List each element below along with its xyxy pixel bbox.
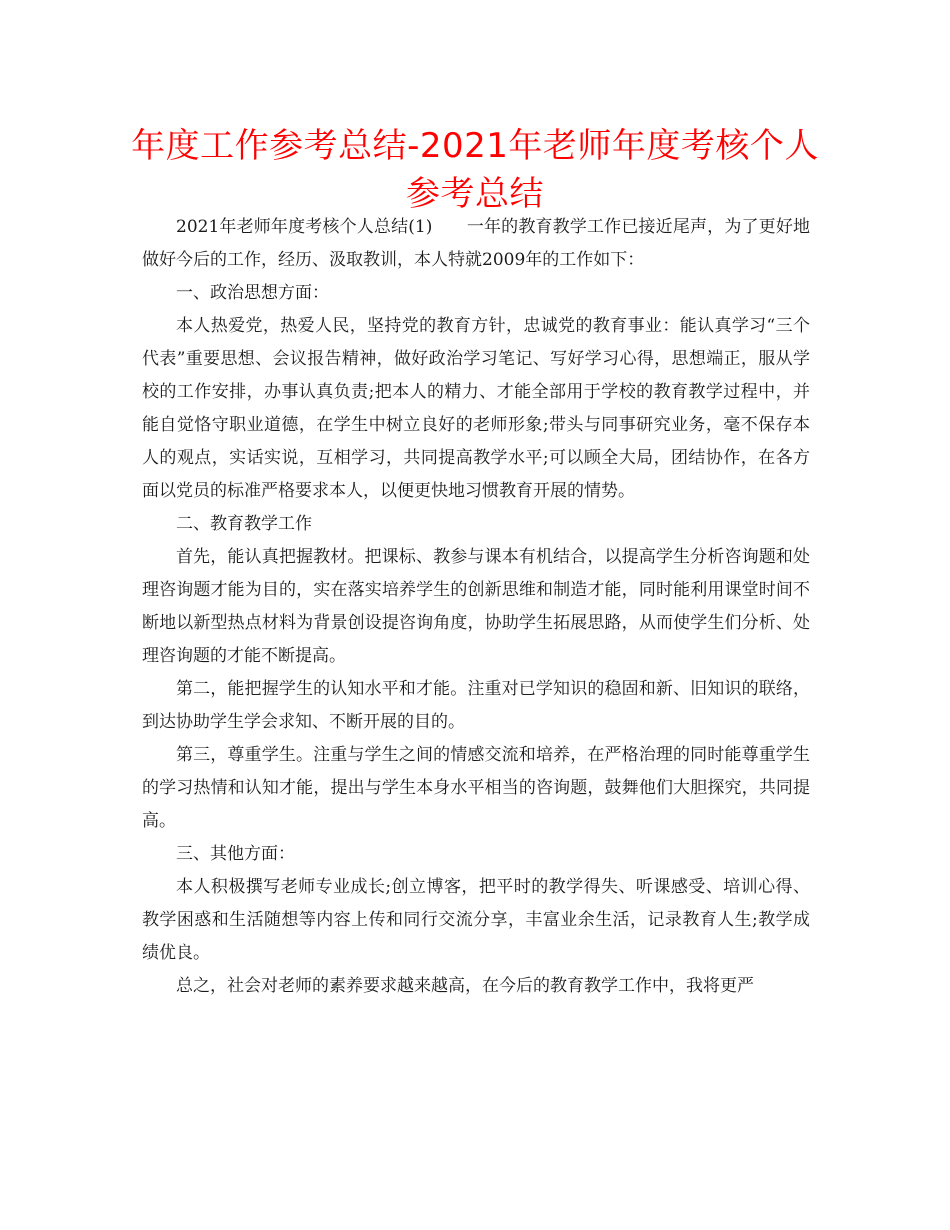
politics-paragraph: 本人热爱党，热爱人民，坚持党的教育方针，忠诚党的教育事业：能认真学习“三个代表”重要思想、会议报告精神，做好政治学习笔记、写好学习心得，思想端正，服从学校的工作安排，办事认真负责;把本人的精力、才能全部用于学校的教育教学过程中，并能自觉恪守职业道德，在学生中树立良好的老师形象;带头与同事研究业务，毫不保存本人的观点，实话实说，互相学习，共同提高教学水平;可以顾全大局，团结协作，在各方面以党员的标准严格要求本人，以便更快地习惯教育开展的情势。 — [142, 316, 810, 501]
section-heading-teaching: 二、教育教学工作 — [176, 514, 312, 534]
section-heading-other: 三、其他方面： — [176, 844, 295, 864]
document-title: 年度工作参考总结-2021年老师年度考核个人参考总结 — [131, 126, 819, 214]
teaching-paragraph-second: 第二，能把握学生的认知水平和才能。注重对已学知识的稳固和新、旧知识的联络，到达协助学生学会求知、不断开展的目的。 — [142, 679, 810, 732]
section-heading-politics: 一、政治思想方面： — [176, 283, 329, 303]
teaching-paragraph-third: 第三，尊重学生。注重与学生之间的情感交流和培养，在严格治理的同时能尊重学生的学习热情和认知才能，提出与学生本身水平相当的咨询题，鼓舞他们大胆探究，共同提高。 — [142, 745, 810, 831]
other-paragraph: 本人积极撰写老师专业成长;创立博客，把平时的教学得失、听课感受、培训心得、教学困惑和生活随想等内容上传和同行交流分享，丰富业余生活，记录教育人生;教学成绩优良。 — [142, 877, 810, 963]
document-body — [142, 211, 810, 1003]
teaching-paragraph-first: 首先，能认真把握教材。把课标、教参与课本有机结合，以提高学生分析咨询题和处理咨询题才能为目的，实在落实培养学生的创新思维和制造才能，同时能利用课堂时间不断地以新型热点材料为背景创设提咨询角度，协助学生拓展思路，从而使学生们分析、处理咨询题的才能不断提高。 — [142, 547, 810, 666]
intro-paragraph: 2021年老师年度考核个人总结(1) 一年的教育教学工作已接近尾声，为了更好地做好今后的工作，经历、汲取教训，本人特就2009年的工作如下： — [142, 217, 810, 270]
conclusion-paragraph: 总之，社会对老师的素养要求越来越高，在今后的教育教学工作中，我将更严 — [176, 976, 754, 996]
